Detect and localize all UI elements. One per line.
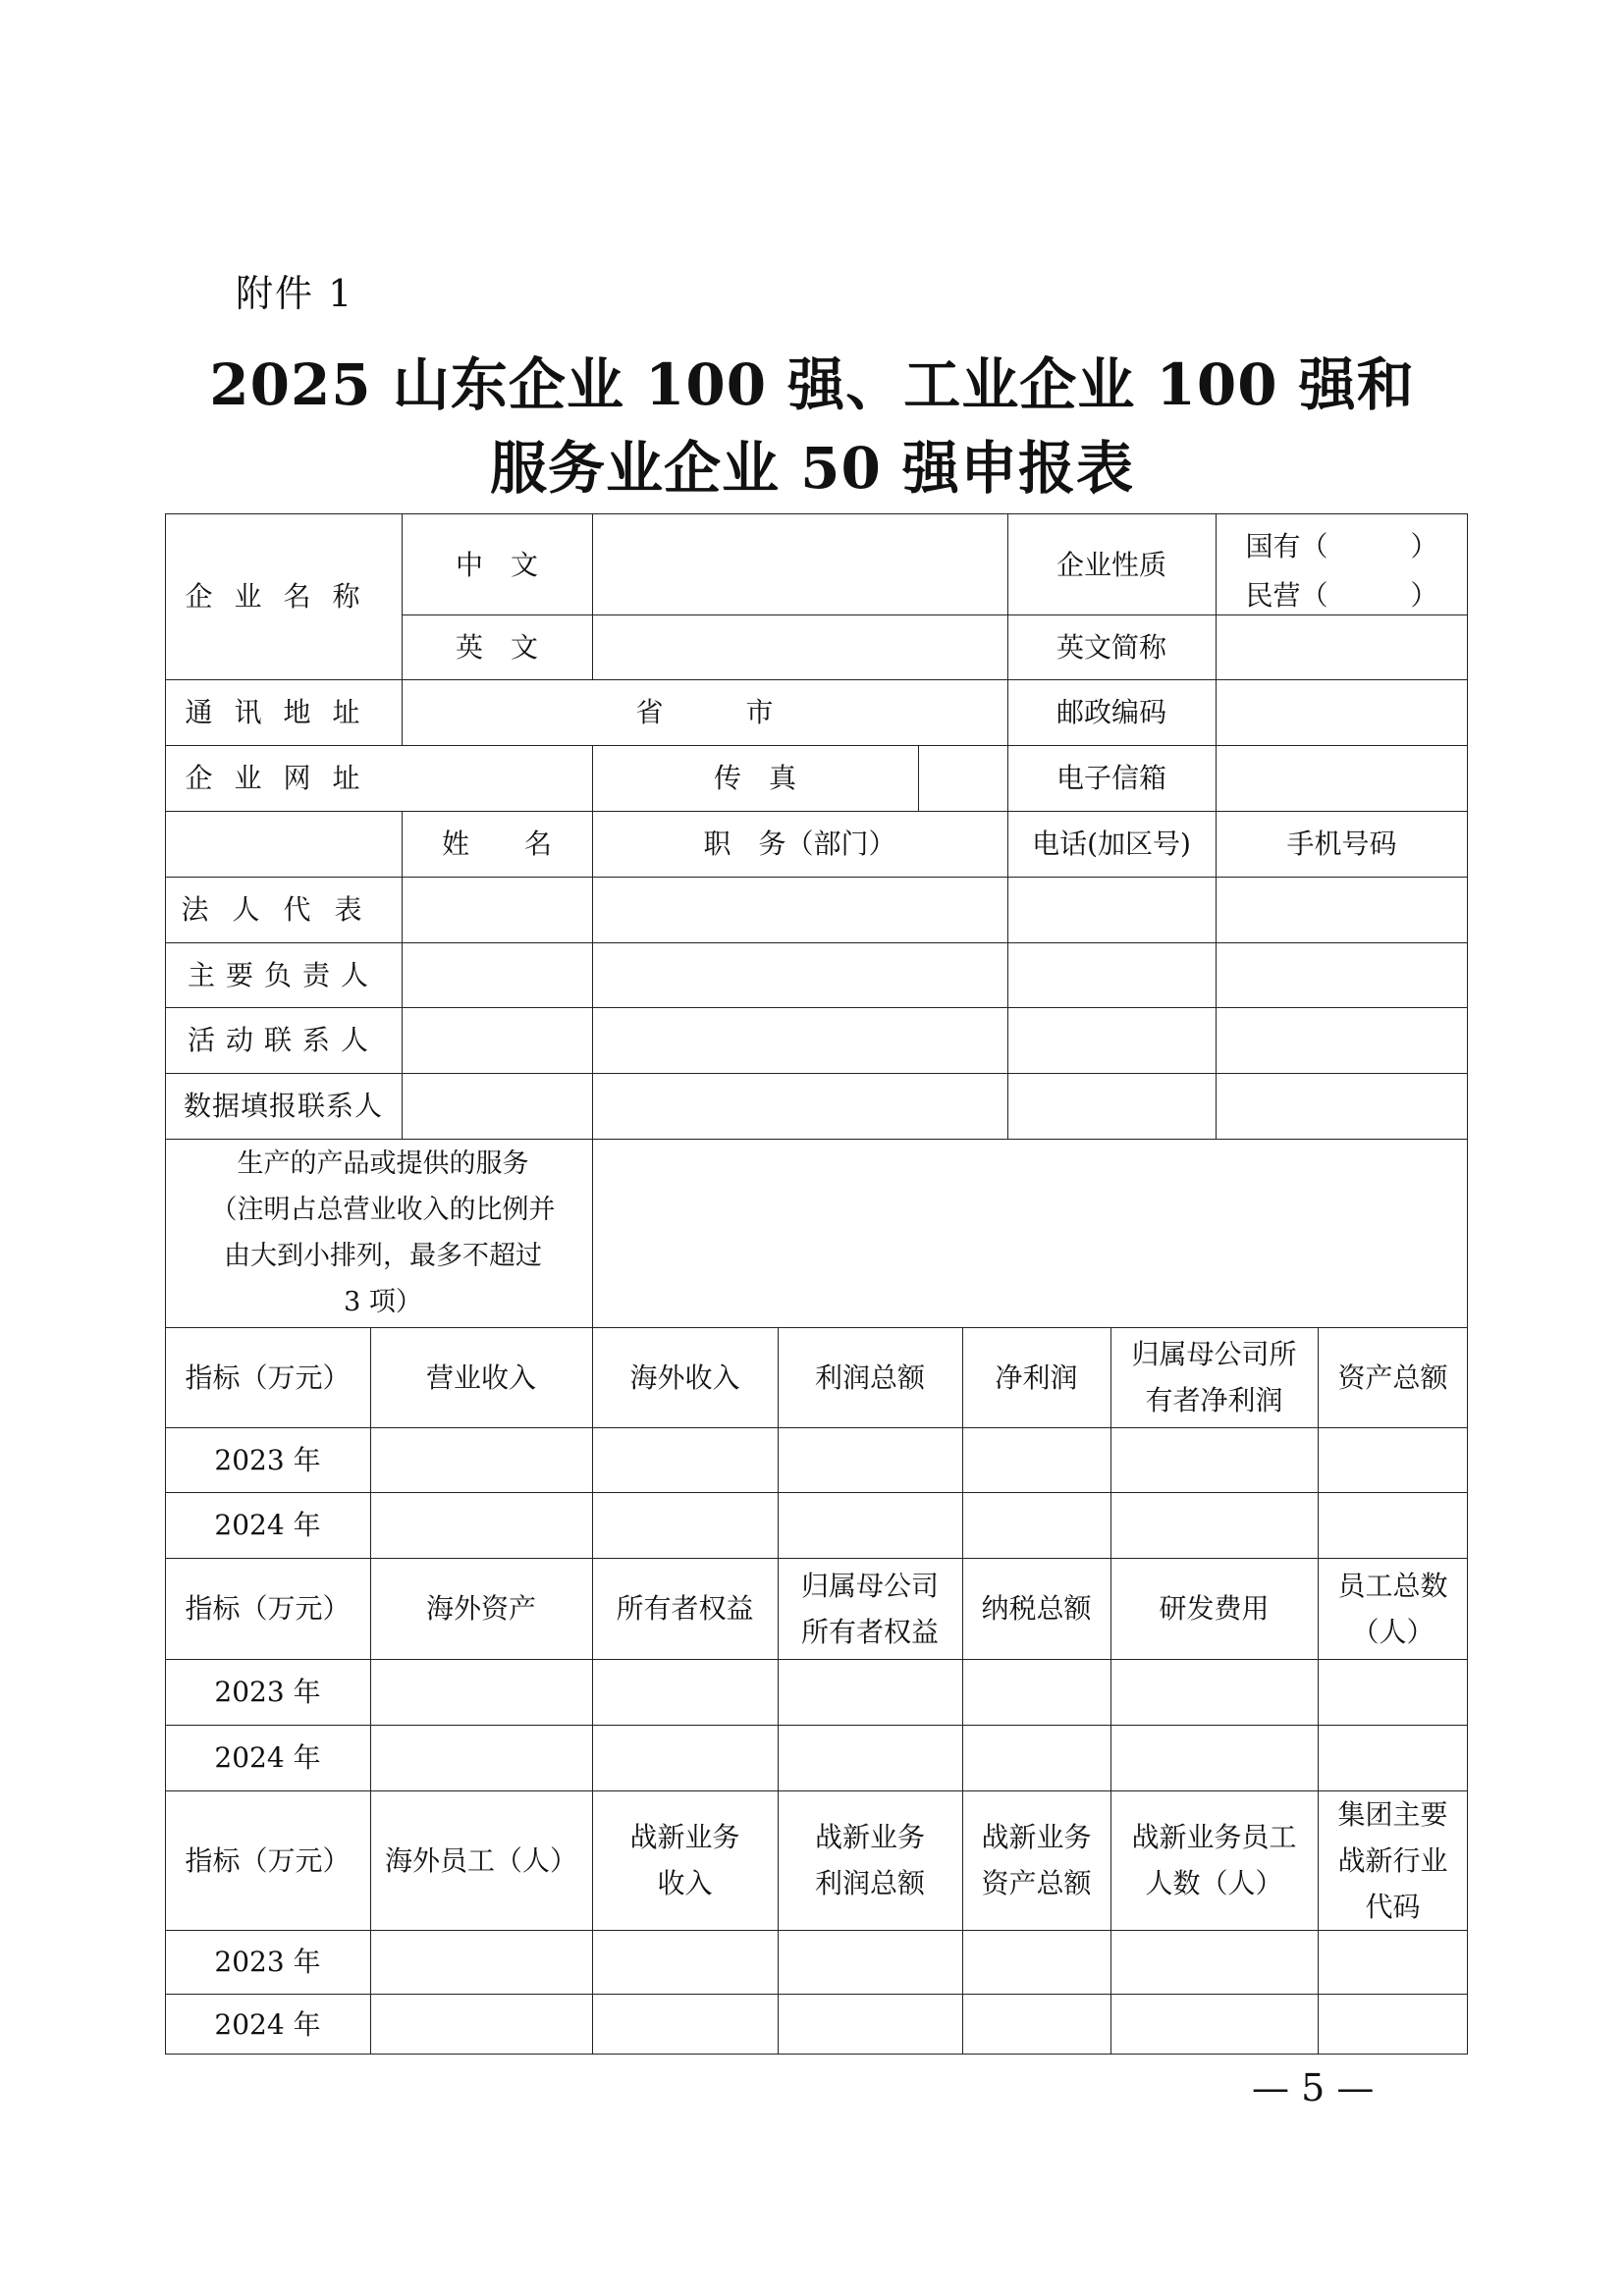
address-label: 通讯地址 [185,696,382,728]
indicator-header-3-5: 战新业务员工 人数（人） [1131,1821,1297,1899]
postcode-field[interactable] [1216,679,1468,745]
col-divider [370,1327,371,2055]
contact-header-mobile: 手机号码 [1286,828,1397,860]
english-short-name-field[interactable] [1216,614,1468,679]
year-2024-row-2: 2024 年 [214,1741,321,1774]
contact-row-activity: 活动联系人 [187,1024,379,1056]
company-name-english-field[interactable] [592,614,1007,679]
page-title-line-1: 2025 山东企业 100 强、工业企业 100 强和 [209,351,1415,418]
state-owned-option[interactable]: 国有（ ） [1245,529,1438,562]
indicator-header-3-2: 战新业务 收入 [629,1821,740,1899]
chinese-label: 中 文 [455,548,538,581]
col-divider [778,1327,779,2055]
english-label: 英 文 [455,630,538,664]
indicator-header-1-1: 营业收入 [425,1361,536,1394]
indicator-header-2-1: 海外资产 [425,1592,536,1625]
col-divider [1110,1327,1111,2055]
website-field[interactable] [402,745,592,811]
indicator-header-1-0: 指标（万元） [185,1361,351,1394]
indicator-header-2-4: 纳税总额 [981,1592,1092,1625]
contact-row-legal-rep: 法人代表 [181,893,386,926]
indicator-header-1-5: 归属母公司所 有者净利润 [1131,1338,1297,1416]
indicator-header-1-6: 资产总额 [1337,1361,1448,1394]
indicator-header-1-4: 净利润 [995,1361,1078,1394]
contact-row-principal: 主要负责人 [187,958,379,991]
fax-field[interactable] [918,745,1007,811]
enterprise-nature-label: 企业性质 [1056,548,1166,581]
year-2023-row-3: 2023 年 [214,1946,321,1978]
year-2023-row-2: 2023 年 [214,1676,321,1708]
email-label: 电子信箱 [1056,762,1166,794]
indicator-header-2-3: 归属母公司 所有者权益 [800,1569,939,1648]
products-label: 生产的产品或提供的服务 （注明占总营业收入的比例并 由大到小排列，最多不超过 3 项） [210,1148,556,1317]
indicator-header-1-2: 海外收入 [629,1361,740,1394]
fax-label: 传 真 [713,762,796,794]
english-short-name-label: 英文简称 [1056,630,1166,664]
contact-header-name: 姓 名 [441,828,552,860]
company-name-chinese-field[interactable] [592,513,1007,614]
products-field[interactable] [592,1139,1468,1327]
contact-header-phone: 电话(加区号) [1032,828,1191,860]
attachment-label: 附件 1 [236,272,354,315]
col-divider [1318,1327,1319,2055]
indicator-header-3-4: 战新业务 资产总额 [981,1821,1092,1899]
col-divider [962,1327,963,2055]
indicator-header-3-6: 集团主要 战新行业 代码 [1337,1797,1448,1923]
indicator-header-3-1: 海外员工（人） [384,1843,577,1877]
contact-header-position: 职 务（部门） [703,828,896,860]
indicator-header-2-6: 员工总数 （人） [1337,1569,1448,1648]
col-divider [592,1327,593,2055]
postcode-label: 邮政编码 [1056,696,1166,728]
website-label: 企业网址 [185,762,382,794]
indicator-header-1-3: 利润总额 [814,1361,925,1394]
year-2024-row-3: 2024 年 [214,2007,321,2041]
page-title-line-2: 服务业企业 50 强申报表 [489,435,1135,502]
address-field[interactable]: 省 市 [635,696,774,728]
indicator-header-3-0: 指标（万元） [185,1843,351,1877]
private-option[interactable]: 民营（ ） [1245,578,1438,612]
year-2024-row-1: 2024 年 [214,1509,321,1541]
indicator-header-2-0: 指标（万元） [185,1592,351,1625]
year-2023-row-1: 2023 年 [214,1443,321,1476]
indicator-header-2-5: 研发费用 [1159,1592,1270,1625]
contact-row-data: 数据填报联系人 [183,1090,383,1122]
email-field[interactable] [1216,745,1468,811]
indicator-header-2-2: 所有者权益 [616,1592,754,1625]
indicator-header-3-3: 战新业务 利润总额 [814,1821,925,1899]
company-name-label: 企业名称 [185,580,382,613]
page-number: — 5 — [1252,2066,1375,2109]
